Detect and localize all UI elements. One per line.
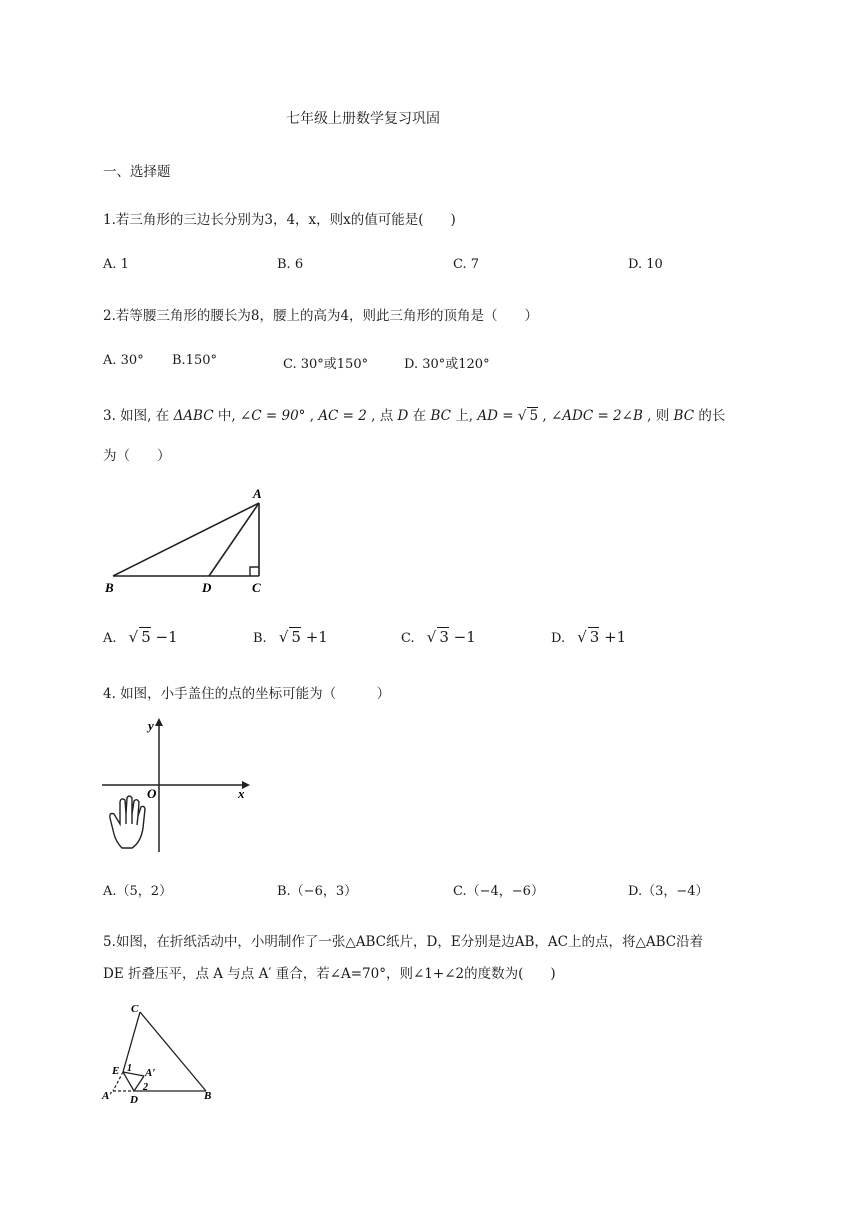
q3-math-bc: BC: [430, 408, 451, 424]
label-b: B: [204, 1090, 212, 1102]
q3-radical: √ 5: [517, 408, 539, 424]
label-b: B: [105, 580, 114, 595]
question-3-stem-line-2: 为（ ）: [103, 448, 171, 464]
q3-math-triangle: ΔABC: [173, 408, 214, 424]
q3-math-ad: AD =: [477, 408, 518, 424]
y-axis-arrow: [155, 718, 163, 726]
origin-label: O: [147, 786, 157, 801]
option-math: √ 5 +1: [278, 628, 328, 646]
q3-text: 3. 如图, 在: [103, 408, 170, 424]
y-axis-label: y: [148, 718, 154, 733]
question-2-option-a: A. 30°: [103, 353, 144, 368]
question-3-option-d: [551, 627, 626, 646]
q3-math-d: D: [397, 408, 409, 424]
question-2-option-b: B.150°: [172, 353, 217, 368]
question-1-option-c: C. 7: [453, 257, 480, 272]
question-2-stem: 2.若等腰三角形的腰长为8，腰上的高为4，则此三角形的顶角是（ ）: [103, 308, 539, 324]
label-e: E: [112, 1065, 120, 1077]
question-1-option-a: A. 1: [103, 257, 129, 272]
question-3-option-a: [103, 627, 178, 646]
question-3-stem-line-1: [103, 404, 725, 424]
label-a-prime-bottom: A′: [102, 1090, 113, 1102]
hand-icon: [110, 796, 145, 848]
label-a: A: [253, 486, 262, 501]
q3-text: , 则: [647, 408, 674, 424]
question-5-stem-line-2: DE 折叠压平，点 A 与点 A′ 重合，若∠A=70°，则∠1+∠2的度数为( ): [103, 966, 556, 982]
question-4-option-d: D.（3，−4）: [628, 884, 709, 899]
q3-math-angle-adc: ∠ADC = 2∠B: [550, 408, 643, 424]
segment-ed: [123, 1072, 134, 1091]
option-letter: B.: [253, 631, 267, 646]
question-3-option-c: [401, 627, 476, 646]
option-math: √ 5 −1: [128, 628, 178, 646]
question-3-option-b: [253, 627, 328, 646]
q3-text: 上,: [455, 408, 478, 424]
label-c: C: [252, 580, 261, 595]
question-4-stem: 4. 如图，小手盖住的点的坐标可能为（ ）: [103, 686, 391, 702]
label-2: 2: [143, 1082, 148, 1093]
section-heading: 一、选择题: [103, 164, 171, 180]
q3-text: ,: [542, 408, 551, 424]
question-4-option-b: B.（−6，3）: [277, 884, 358, 899]
option-letter: C.: [401, 631, 415, 646]
option-math: √ 3 −1: [426, 628, 476, 646]
option-math: √ 3 +1: [577, 628, 627, 646]
question-1-option-b: B. 6: [277, 257, 304, 272]
label-d: D: [130, 1094, 138, 1106]
question-4-option-c: C.（−4，−6）: [453, 884, 544, 899]
label-d: D: [202, 580, 212, 595]
document-title: 七年级上册数学复习巩固: [286, 111, 440, 127]
question-5-stem-line-1: 5.如图，在折纸活动中，小明制作了一张△ABC纸片，D，E分别是边AB，AC上的点，将△ABC沿着: [103, 934, 704, 950]
q3-math-bc-2: BC: [673, 408, 695, 424]
label-c: C: [131, 1003, 139, 1015]
segment-ad: [209, 503, 259, 576]
q3-math-ac: AC = 2: [318, 408, 367, 424]
question-5-figure: [100, 1002, 220, 1112]
question-1-option-d: D. 10: [628, 257, 663, 272]
question-4-option-a: A.（5，2）: [103, 884, 173, 899]
segment-cb: [140, 1012, 206, 1091]
q3-text: 中,: [217, 408, 240, 424]
question-3-figure: [100, 486, 275, 596]
right-angle-mark: [250, 567, 259, 576]
question-2-option-c: C. 30°或150°: [283, 357, 369, 372]
q3-math-angle-c: ∠C = 90°: [239, 408, 306, 424]
question-2-option-d: D. 30°或120°: [404, 357, 490, 372]
q3-text: ,: [309, 408, 319, 424]
q3-text: 在: [412, 408, 431, 424]
question-1-stem: 1.若三角形的三边长分别为3，4，x，则x的值可能是( ): [103, 212, 456, 228]
label-a-prime-top: A′: [145, 1067, 156, 1079]
segment-ab: [113, 503, 259, 576]
option-letter: A.: [103, 631, 117, 646]
question-4-figure: [100, 716, 260, 856]
label-1: 1: [127, 1063, 132, 1074]
x-axis-label: x: [238, 786, 245, 801]
q3-text: , 点: [371, 408, 398, 424]
q3-text: 的长: [698, 408, 726, 424]
option-letter: D.: [551, 631, 566, 646]
